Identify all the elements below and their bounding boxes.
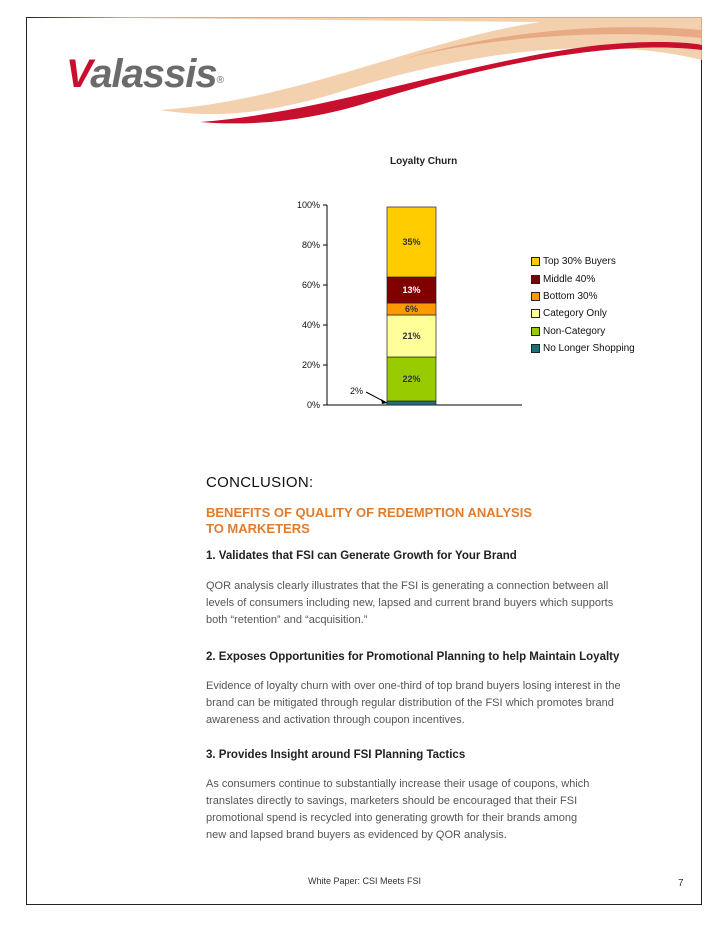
arrowhead-icon xyxy=(381,399,387,404)
y-tick-label: 100% xyxy=(296,200,320,210)
legend-label: Middle 40% xyxy=(543,273,596,285)
y-tick-label: 40% xyxy=(301,320,320,330)
legend-swatch xyxy=(531,327,540,336)
benefits-line-1: BENEFITS OF QUALITY OF REDEMPTION ANALYSIS xyxy=(206,505,532,520)
chart-title: Loyalty Churn xyxy=(390,156,458,167)
annotation-label: 2% xyxy=(349,386,363,396)
legend-label: Bottom 30% xyxy=(543,290,598,302)
legend-item xyxy=(531,288,635,305)
legend-item xyxy=(531,323,635,340)
bar-segment-no-longer-shopping xyxy=(387,401,436,405)
data-label: 13% xyxy=(402,285,421,295)
y-tick-label: 20% xyxy=(301,360,320,370)
page-number: 7 xyxy=(678,878,684,889)
loyalty-churn-chart xyxy=(270,152,540,422)
benefits-heading xyxy=(206,505,626,537)
legend-swatch xyxy=(531,309,540,318)
conclusion-heading: CONCLUSION: xyxy=(206,474,314,491)
section-2-title: 2. Exposes Opportunities for Promotional Planning to help Maintain Loyalty xyxy=(206,651,620,663)
benefits-line-2: TO MARKETERS xyxy=(206,521,310,536)
data-label: 22% xyxy=(402,374,421,384)
legend-label: No Longer Shopping xyxy=(543,343,635,355)
legend-item xyxy=(531,270,635,287)
data-label: 6% xyxy=(404,304,419,314)
legend-label: Non-Category xyxy=(543,325,606,337)
footer-text: White Paper: CSI Meets FSI xyxy=(308,876,422,886)
page-border xyxy=(26,17,702,905)
legend-item xyxy=(531,340,635,357)
chart-legend xyxy=(531,253,635,357)
legend-swatch xyxy=(531,344,540,353)
section-1-text: QOR analysis clearly illustrates that the FSI is generating a connection between all levels of consumers including new, lapsed and current brand buyers which supports both “retention” and “acquisition.” xyxy=(206,580,614,626)
valassis-logo: Valassis® xyxy=(66,52,224,96)
legend-item xyxy=(531,305,635,322)
section-3-title: 3. Provides Insight around FSI Planning Tactics xyxy=(206,749,466,761)
y-tick-label: 0% xyxy=(306,400,320,410)
legend-swatch xyxy=(531,292,540,301)
section-1-title: 1. Validates that FSI can Generate Growth for Your Brand xyxy=(206,550,517,562)
legend-label: Category Only xyxy=(543,308,607,320)
data-label: 21% xyxy=(402,331,421,341)
y-tick-label: 80% xyxy=(301,240,320,250)
legend-item xyxy=(531,253,635,270)
data-label: 35% xyxy=(402,237,421,247)
legend-label: Top 30% Buyers xyxy=(543,256,616,268)
legend-swatch xyxy=(531,257,540,266)
legend-swatch xyxy=(531,275,540,284)
section-2-text: Evidence of loyalty churn with over one-third of top brand buyers losing interest in the brand can be mitigated through regular distribution of the FSI which promotes brand awareness and activation through coupon incentives. xyxy=(206,680,621,726)
y-tick-label: 60% xyxy=(301,280,320,290)
section-3-text: As consumers continue to substantially increase their usage of coupons, which translates directly to savings, marketers should be encouraged that their FSI promotional spend is recycled into generating growth for their brands among new and lapsed brand buyers as evidenced by QOR analysis. xyxy=(206,778,590,841)
